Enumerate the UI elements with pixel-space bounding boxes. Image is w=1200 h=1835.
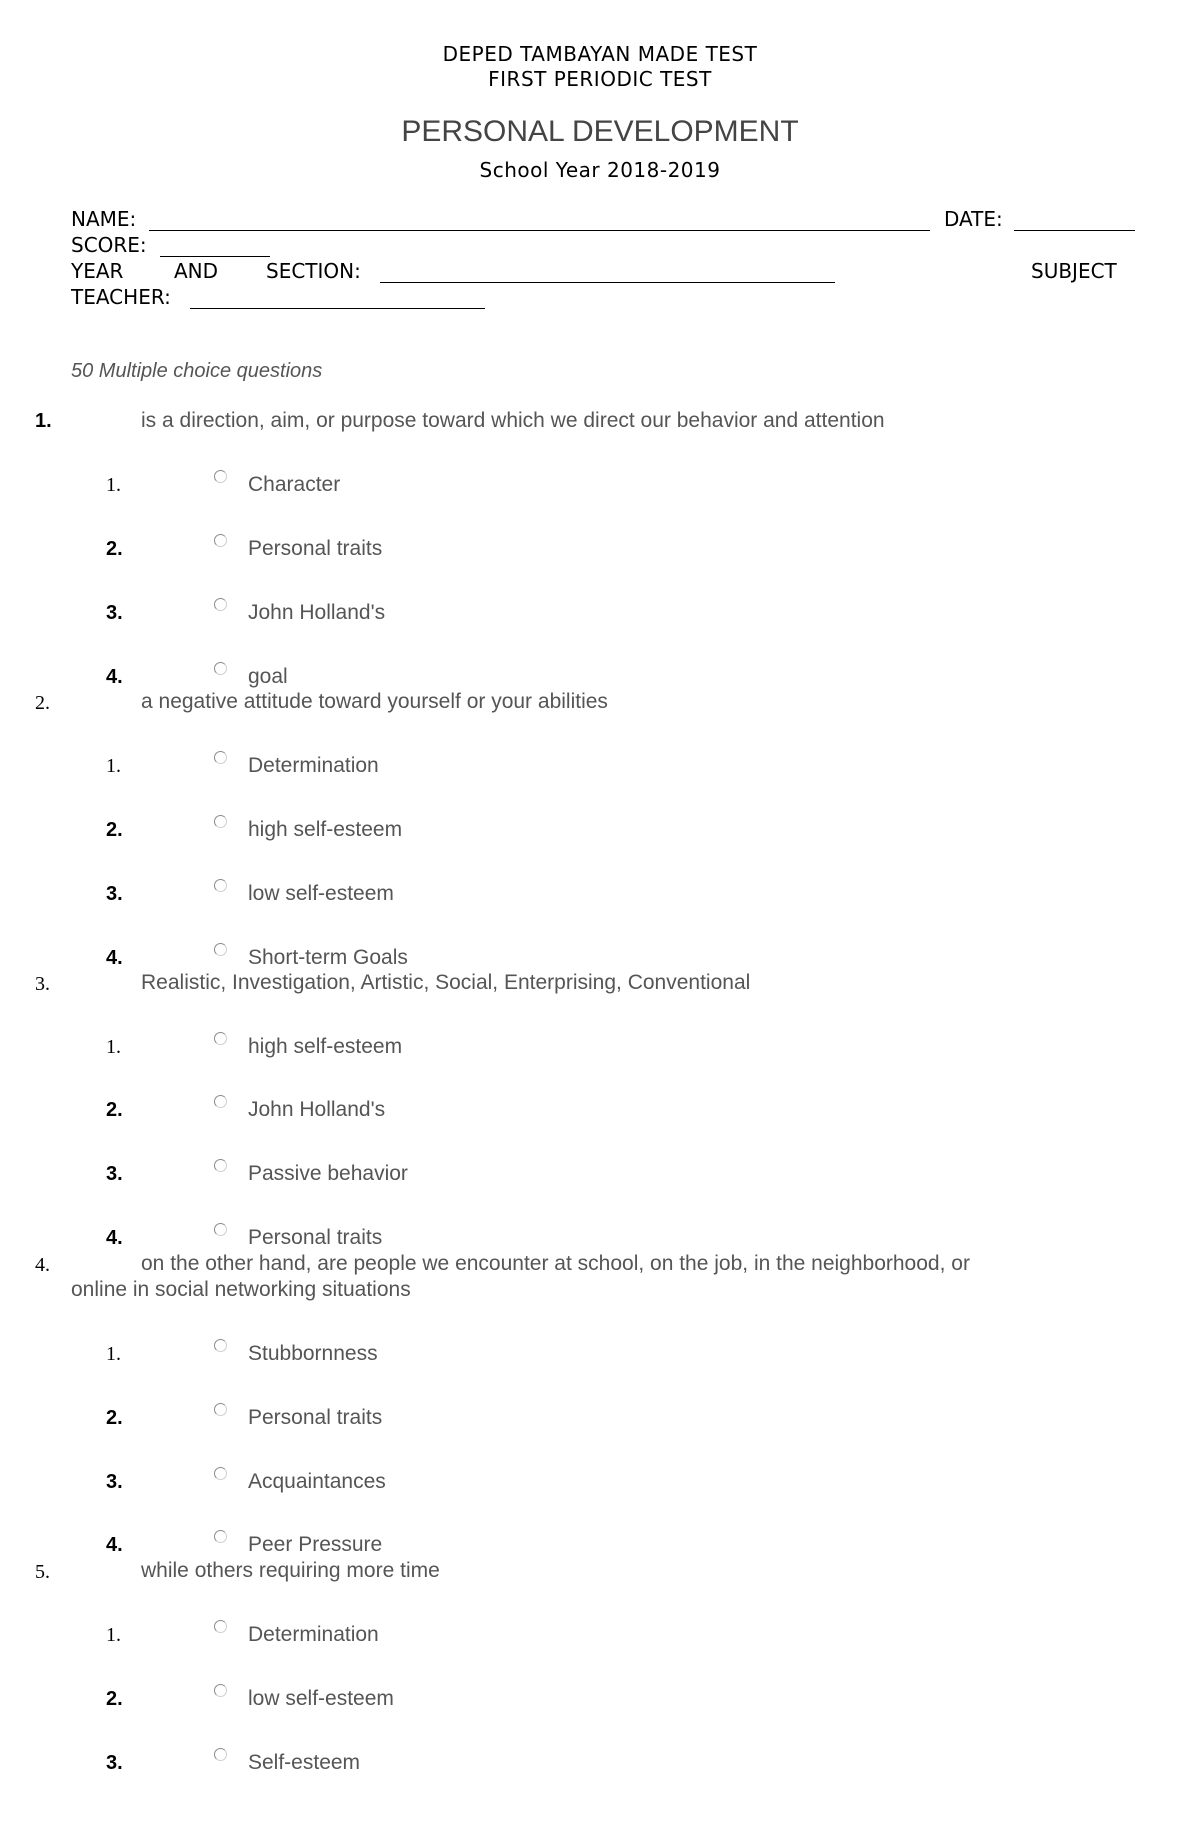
question-number: 5. xyxy=(35,1561,50,1583)
radio-button[interactable] xyxy=(214,1159,227,1172)
option-number: 2. xyxy=(106,1407,123,1429)
date-label: DATE: xyxy=(944,207,1003,231)
question-number: 3. xyxy=(35,973,50,995)
question-text: is a direction, aim, or purpose toward which we direct our behavior and attention xyxy=(141,409,885,432)
score-label: SCORE: xyxy=(71,233,147,257)
option-number: 3. xyxy=(106,1752,123,1774)
header-subtitle: FIRST PERIODIC TEST xyxy=(488,67,712,91)
school-year: School Year 2018-2019 xyxy=(479,158,721,182)
option-label: high self-esteem xyxy=(248,818,403,841)
question-number: 1. xyxy=(35,410,52,432)
option-label: high self-esteem xyxy=(248,1035,403,1058)
option-label: goal xyxy=(248,665,288,688)
option-number: 4. xyxy=(106,947,123,969)
option-number: 3. xyxy=(106,602,123,624)
option-label: Passive behavior xyxy=(248,1162,408,1185)
option-number: 1. xyxy=(106,1624,121,1646)
year-label: YEAR xyxy=(71,259,124,283)
option-number: 1. xyxy=(106,474,121,496)
subject-label: SUBJECT xyxy=(1031,259,1117,283)
radio-button[interactable] xyxy=(214,943,227,956)
option-number: 3. xyxy=(106,1471,123,1493)
name-field[interactable] xyxy=(149,230,930,231)
instructions: 50 Multiple choice questions xyxy=(71,360,323,382)
option-number: 1. xyxy=(106,1343,121,1365)
option-label: low self-esteem xyxy=(248,1687,394,1710)
header-title: DEPED TAMBAYAN MADE TEST xyxy=(442,42,758,66)
option-number: 1. xyxy=(106,1036,121,1058)
question-text: Realistic, Investigation, Artistic, Social, Enterprising, Conventional xyxy=(141,971,751,994)
radio-button[interactable] xyxy=(214,1403,227,1416)
question-text: on the other hand, are people we encounter at school, on the job, in the neighborhood, or xyxy=(141,1252,970,1275)
radio-button[interactable] xyxy=(214,1339,227,1352)
option-label: Personal traits xyxy=(248,1226,383,1249)
radio-button[interactable] xyxy=(214,1467,227,1480)
section-label: SECTION: xyxy=(266,259,361,283)
option-number: 3. xyxy=(106,1163,123,1185)
and-label: AND xyxy=(174,259,219,283)
option-number: 1. xyxy=(106,755,121,777)
option-label: Peer Pressure xyxy=(248,1533,383,1556)
option-number: 2. xyxy=(106,1099,123,1121)
radio-button[interactable] xyxy=(214,1223,227,1236)
option-label: Determination xyxy=(248,1623,379,1646)
radio-button[interactable] xyxy=(214,1095,227,1108)
radio-button[interactable] xyxy=(214,1748,227,1761)
question-number: 2. xyxy=(35,692,50,714)
option-label: Character xyxy=(248,473,341,496)
year-section-field[interactable] xyxy=(380,282,835,283)
option-number: 4. xyxy=(106,1227,123,1249)
option-label: Stubbornness xyxy=(248,1342,378,1365)
radio-button[interactable] xyxy=(214,470,227,483)
radio-button[interactable] xyxy=(214,1684,227,1697)
radio-button[interactable] xyxy=(214,879,227,892)
option-number: 2. xyxy=(106,538,123,560)
subject-title: PERSONAL DEVELOPMENT xyxy=(401,115,799,148)
option-label: Acquaintances xyxy=(248,1470,386,1493)
option-number: 3. xyxy=(106,883,123,905)
radio-button[interactable] xyxy=(214,815,227,828)
teacher-label: TEACHER: xyxy=(71,285,171,309)
radio-button[interactable] xyxy=(214,662,227,675)
name-label: NAME: xyxy=(71,207,137,231)
option-label: Short-term Goals xyxy=(248,946,408,969)
option-label: Self-esteem xyxy=(248,1751,361,1774)
radio-button[interactable] xyxy=(214,534,227,547)
option-label: Personal traits xyxy=(248,537,383,560)
option-label: John Holland's xyxy=(248,601,386,624)
radio-button[interactable] xyxy=(214,751,227,764)
radio-button[interactable] xyxy=(214,1620,227,1633)
option-number: 2. xyxy=(106,1688,123,1710)
radio-button[interactable] xyxy=(214,598,227,611)
option-number: 2. xyxy=(106,819,123,841)
score-field[interactable] xyxy=(160,256,270,257)
radio-button[interactable] xyxy=(214,1530,227,1543)
radio-button[interactable] xyxy=(214,1032,227,1045)
option-label: Personal traits xyxy=(248,1406,383,1429)
option-label: John Holland's xyxy=(248,1098,386,1121)
date-field[interactable] xyxy=(1014,230,1135,231)
question-text-continued: online in social networking situations xyxy=(71,1278,411,1301)
option-number: 4. xyxy=(106,1534,123,1556)
question-text: while others requiring more time xyxy=(141,1559,440,1582)
option-label: Determination xyxy=(248,754,379,777)
question-number: 4. xyxy=(35,1254,50,1276)
teacher-field[interactable] xyxy=(190,308,485,309)
option-label: low self-esteem xyxy=(248,882,394,905)
option-number: 4. xyxy=(106,666,123,688)
question-text: a negative attitude toward yourself or your abilities xyxy=(141,690,608,713)
